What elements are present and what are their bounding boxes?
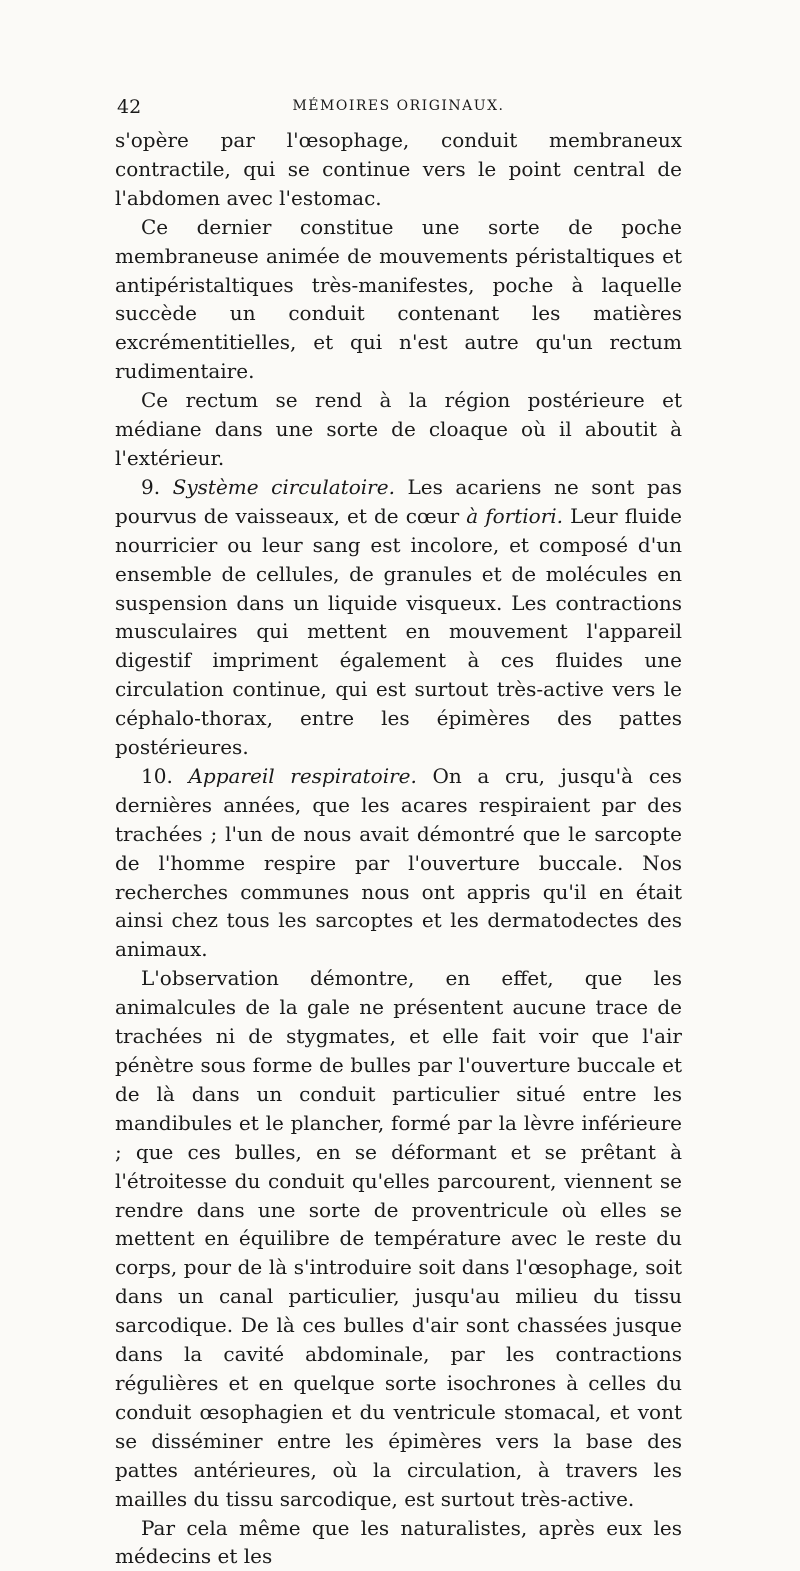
section-title: Appareil respiratoire. xyxy=(188,764,416,788)
paragraph: Par cela même que les naturalistes, après eux les médecins et les xyxy=(115,1514,682,1571)
paragraph-text: On a cru, jusqu'à ces dernières années, que les acares respiraient par des trachées ; l'un de nous avait démontré que le sarcopte de l'homme respire par l'ouverture buccale. Nos recherches communes nous ont appris qu'il en était ainsi chez tous les sarcoptes et les dermatodectes des animaux. xyxy=(115,764,682,961)
running-title: MÉMOIRES ORIGINAUX. xyxy=(115,98,682,114)
page-number: 42 xyxy=(117,96,141,118)
paragraph-text: Leur fluide nourricier ou leur sang est incolore, et composé d'un ensemble de cellules, de granules et de molécules en suspension dans un liquide visqueux. Les contractions musculaires qui mettent en mouvement l'appareil digestif impriment également à ces fluides une circulation continue, qui est surtout très-active vers le céphalo-thorax, entre les épimères des pattes postérieures. xyxy=(115,504,682,759)
paragraph-text: Les acariens ne sont pas pourvus de vaisseaux, et de cœur xyxy=(115,475,682,528)
paragraph: L'observation démontre, en effet, que les animalcules de la gale ne présentent aucune trace de trachées ni de stygmates, et elle fait voir que l'air pénètre sous forme de bulles par l'ouverture buccale et de là dans un conduit particulier situé entre les mandibules et le plancher, formé par la lèvre inférieure ; que ces bulles, en se déformant et se prêtant à l'étroitesse du conduit qu'elles parcourent, viennent se rendre dans une sorte de proventricule où elles se mettent en équilibre de température avec le reste du corps, pour de là s'introduire soit dans l'œsophage, soit dans un canal particulier, jusqu'au milieu du tissu sarcodique. De là ces bulles d'air sont chassées jusque dans la cavité abdominale, par les contractions régulières et en quelque sorte isochrones à celles du conduit œsophagien et du ventricule stomacal, et vont se disséminer entre les épimères vers la base des pattes antérieures, où la circulation, à travers les mailles du tissu sarcodique, est surtout très-active. xyxy=(115,964,682,1513)
section-number: 9. xyxy=(141,475,160,499)
section-paragraph-9 xyxy=(115,473,682,762)
paragraph: Ce dernier constitue une sorte de poche membraneuse animée de mouvements péristaltiques et antipéristaltiques très-manifestes, poche à laquelle succède un conduit contenant les matières excrémentitielles, et qui n'est autre qu'un rectum rudimentaire. xyxy=(115,213,682,386)
body-text xyxy=(115,126,682,1571)
italic-phrase: à fortiori. xyxy=(466,504,563,528)
paragraph-continuation: s'opère par l'œsophage, conduit membraneux contractile, qui se continue vers le point central de l'abdomen avec l'estomac. xyxy=(115,126,682,213)
page-header xyxy=(115,96,682,120)
section-paragraph-10 xyxy=(115,762,682,964)
section-title: Système circulatoire. xyxy=(173,475,395,499)
section-number: 10. xyxy=(141,764,173,788)
paragraph: Ce rectum se rend à la région postérieure et médiane dans une sorte de cloaque où il aboutit à l'extérieur. xyxy=(115,386,682,473)
